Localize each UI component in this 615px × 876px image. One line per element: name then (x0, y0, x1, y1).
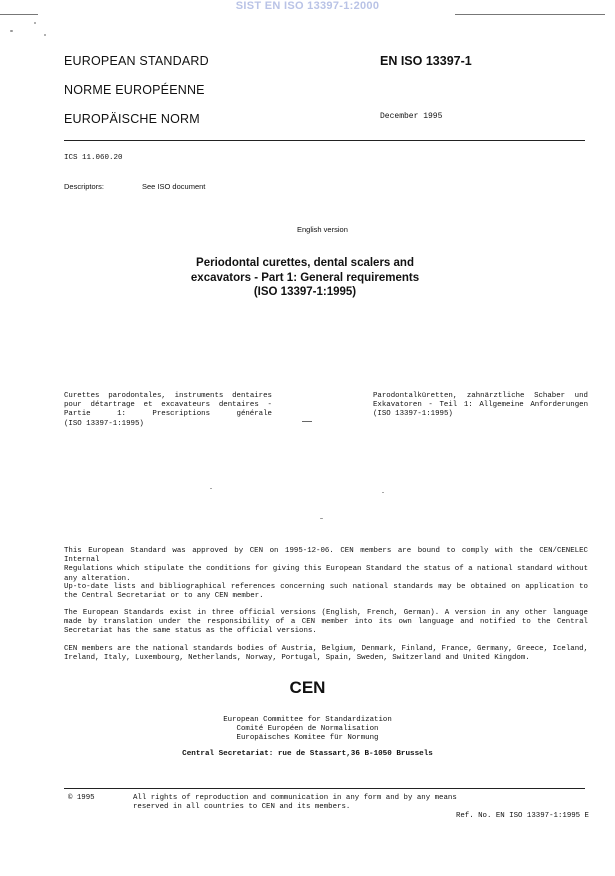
ics-code: ICS 11.060.20 (64, 154, 123, 162)
title-line-1: Periodontal curettes, dental scalers and (196, 257, 414, 269)
descriptors-label: Descriptors: (64, 182, 105, 191)
committee-name-fr: Comité Européen de Normalisation (236, 725, 379, 734)
descriptors-value: See ISO document (142, 182, 206, 191)
german-title-line: Parodontalküretten, zahnärztliche Schaber und (373, 392, 588, 400)
scan-speck (34, 22, 36, 24)
scan-speck (10, 30, 13, 32)
title-line-3: (ISO 13397-1:1995) (253, 286, 357, 298)
references-paragraph (64, 583, 588, 601)
body-line: CEN members are the national standards bodies of Austria, Belgium, Denmark, Finland, France, Germany, Greece, Iceland, (64, 645, 588, 653)
french-title-line: (ISO 13397-1:1995) (64, 419, 144, 428)
approval-paragraph (64, 547, 588, 584)
body-line: The European Standards exist in three official versions (English, French, German). A version in any other language (64, 609, 588, 617)
body-line: Up-to-date lists and bibliographical references concerning such national standards may be obtained on application to (64, 583, 588, 591)
body-line: made by translation under the responsibility of a CEN member into its own language and notified to the Central (64, 618, 588, 627)
header-title-fr: NORME EUROPÉENNE (64, 83, 205, 97)
top-right-rule (455, 14, 605, 15)
french-title-line: Partie 1: Prescriptions générale (64, 410, 272, 419)
cen-logo: CEN (289, 678, 326, 697)
body-line: Regulations which stipulate the conditions for giving this European Standard the status of a national standard without (64, 565, 588, 574)
document-title (150, 256, 460, 300)
body-line: any alteration. (64, 574, 131, 583)
german-title-line: Exkavatoren - Teil 1: Allgemeine Anforderungen (373, 401, 588, 410)
rights-notice (133, 794, 493, 812)
body-line: the Central Secretariat or to any CEN member. (64, 592, 264, 601)
french-title-line: pour détartrage et excavateurs dentaires - (64, 401, 272, 410)
german-title (373, 392, 588, 420)
french-title-line: Curettes parodontales, instruments dentaires (64, 392, 272, 400)
publication-date: December 1995 (380, 112, 443, 121)
central-secretariat: Central Secretariat: rue de Stassart,36 B-1050 Brussels (182, 750, 433, 758)
copyright-year: © 1995 (68, 794, 95, 802)
body-line: This European Standard was approved by CEN on 1995-12-06. CEN members are bound to comply with the CEN/CENELEC Internal (64, 547, 588, 565)
rights-line: All rights of reproduction and communication in any form and by any means (133, 794, 457, 802)
german-title-line: (ISO 13397-1:1995) (373, 410, 453, 419)
document-watermark: SIST EN ISO 13397-1:2000 (235, 0, 380, 12)
committee-name-de: Europäisches Komitee für Normung (236, 734, 379, 743)
body-line: Secretariat has the same status as the official versions. (64, 627, 317, 636)
scan-speck (320, 518, 323, 519)
committee-name-en: European Committee for Standardization (223, 716, 392, 724)
top-left-rule (0, 14, 38, 15)
footer-divider (64, 788, 585, 789)
rights-line: reserved in all countries to CEN and its members. (133, 803, 351, 812)
scan-speck (382, 492, 384, 493)
reference-number: Ref. No. EN ISO 13397-1:1995 E (455, 812, 589, 820)
standard-number: EN ISO 13397-1 (380, 54, 472, 68)
versions-paragraph (64, 609, 588, 637)
french-title (64, 392, 272, 429)
scan-speck (44, 34, 46, 36)
version-label: English version (297, 225, 348, 234)
body-line: Ireland, Italy, Luxembourg, Netherlands, Norway, Portugal, Spain, Sweden, Switzerland and United Kingdom. (64, 654, 530, 663)
committee-block (0, 716, 615, 744)
header-divider (64, 140, 585, 141)
header-title-de: EUROPÄISCHE NORM (64, 112, 200, 126)
title-line-2: excavators - Part 1: General requirements (190, 271, 420, 284)
header-title-en: EUROPEAN STANDARD (64, 54, 209, 68)
scan-dash (302, 421, 312, 422)
scan-speck (210, 488, 212, 489)
members-paragraph (64, 645, 588, 663)
